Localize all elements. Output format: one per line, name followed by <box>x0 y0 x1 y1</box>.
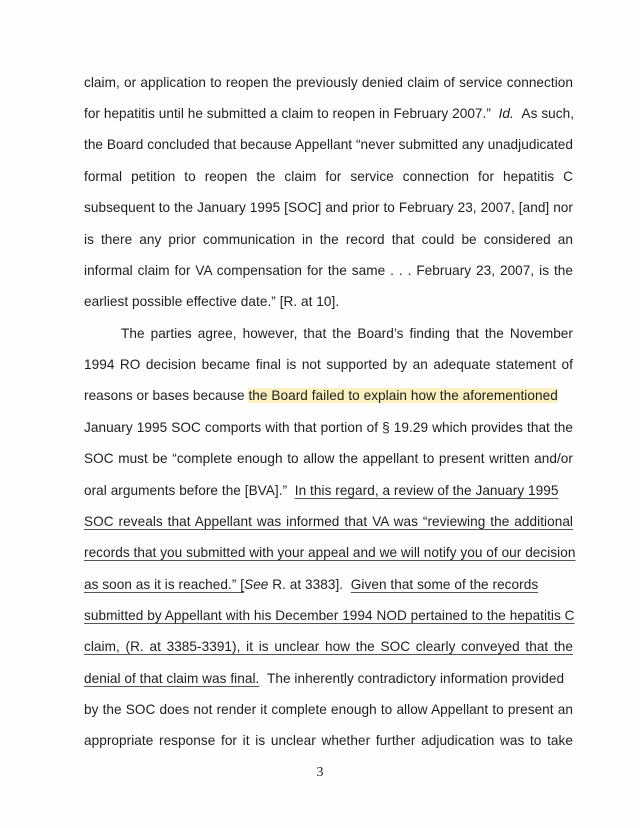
paragraph-start-line: The parties agree, however, that the Board’s finding that the November <box>121 326 573 341</box>
underlined-line: claim, (R. at 3385-3391), it is unclear how the SOC clearly conveyed that the <box>84 639 573 654</box>
body-line: claim, or application to reopen the previously denied claim of service connection <box>84 75 573 90</box>
body-line: the Board concluded that because Appellant “never submitted any unadjudicated <box>84 137 574 152</box>
body-line: informal claim for VA compensation for the same . . . February 23, 2007, is the <box>84 263 573 278</box>
citation-see: See <box>244 577 269 592</box>
line-text: As such, <box>521 106 575 121</box>
line-text: reasons or bases because <box>84 388 245 403</box>
body-line: subsequent to the January 1995 [SOC] and prior to February 23, 2007, [and] nor <box>84 200 573 215</box>
body-line: is there any prior communication in the record that could be considered an <box>84 232 573 247</box>
body-line: 1994 RO decision became final is not supported by an adequate statement of <box>84 357 573 372</box>
body-line <box>84 105 574 123</box>
line-text: R. at 3383]. <box>272 577 344 592</box>
body-line: earliest possible effective date.” [R. at 10]. <box>84 294 340 309</box>
body-line: appropriate response for it is unclear whether further adjudication was to take <box>84 733 573 748</box>
page-number: 3 <box>316 765 324 780</box>
underlined-line: SOC reveals that Appellant was informed that VA was “reviewing the additional <box>84 514 573 529</box>
underlined-text: denial of that claim was final. <box>84 671 260 686</box>
underlined-line: records that you submitted with your appeal and we will notify you of our decision <box>84 545 576 560</box>
line-text: oral arguments before the [BVA].” <box>84 483 288 498</box>
body-line: SOC must be “complete enough to allow the appellant to present written and/or <box>84 451 573 466</box>
body-line: by the SOC does not render it complete enough to allow Appellant to present an <box>84 702 573 717</box>
citation-id: Id. <box>498 106 514 121</box>
underlined-text: In this regard, a review of the January 1995 <box>294 483 559 498</box>
line-text: for hepatitis until he submitted a claim to reopen in February 2007.” <box>84 106 491 121</box>
highlighted-text: the Board failed to explain how the aforementioned <box>248 388 558 403</box>
underlined-text: as soon as it is reached.” [ <box>84 577 245 592</box>
underlined-line: submitted by Appellant with his December 1994 NOD pertained to the hepatitis C <box>84 608 575 623</box>
body-line: formal petition to reopen the claim for service connection for hepatitis C <box>84 169 573 184</box>
underlined-text: Given that some of the records <box>350 577 539 592</box>
body-line <box>84 576 538 594</box>
body-line <box>84 387 558 405</box>
body-line <box>84 670 564 688</box>
body-line <box>84 482 558 500</box>
line-text: The inherently contradictory information provided <box>267 671 565 686</box>
body-line: January 1995 SOC comports with that portion of § 19.29 which provides that the <box>84 420 573 435</box>
